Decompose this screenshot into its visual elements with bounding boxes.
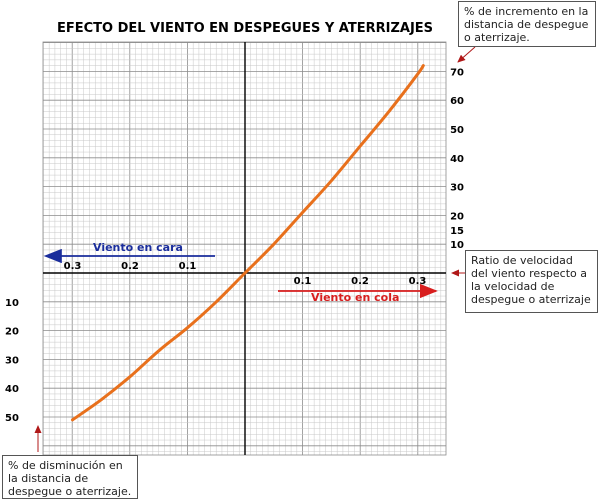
callout-increase-note: % de incremento en la distancia de despegue o aterrizaje.: [458, 1, 596, 47]
y-tick-label: 70: [450, 67, 464, 79]
y-tick-label: 20: [5, 326, 19, 338]
y-tick-label: 10: [5, 297, 19, 309]
x-tick-label: 0.1: [293, 276, 312, 287]
x-tick-label: 0.3: [408, 276, 427, 287]
x-tick-label: 0.3: [63, 261, 82, 272]
callout-decrease-note: % de disminución en la distancia de despegue o aterrizaje.: [2, 455, 138, 499]
callout-top-arrow: [458, 47, 475, 62]
tailwind-label: Viento en cola: [311, 291, 400, 304]
y-tick-label: 30: [5, 355, 19, 367]
y-tick-label: 15: [450, 225, 464, 237]
y-tick-label: 20: [450, 211, 464, 223]
x-tick-label: 0.2: [121, 261, 139, 272]
y-tick-label: 50: [5, 413, 19, 424]
headwind-label: Viento en cara: [93, 241, 183, 254]
y-tick-label: 40: [450, 153, 464, 165]
callout-ratio-note: Ratio de velocidad del viento respecto a la velocidad de despegue o aterrizaje: [465, 250, 598, 313]
chart-title: EFECTO DEL VIENTO EN DESPEGUES Y ATERRIZAJES: [56, 21, 434, 36]
tick-labels: [5, 67, 464, 424]
y-tick-label: 40: [5, 384, 19, 396]
y-tick-label: 10: [450, 240, 464, 252]
y-tick-label: 30: [450, 182, 464, 194]
headwind-annotation: [60, 241, 215, 256]
y-tick-label: 50: [450, 125, 464, 136]
x-tick-label: 0.2: [351, 276, 369, 287]
y-tick-label: 60: [450, 96, 464, 108]
x-tick-label: 0.1: [178, 261, 197, 272]
